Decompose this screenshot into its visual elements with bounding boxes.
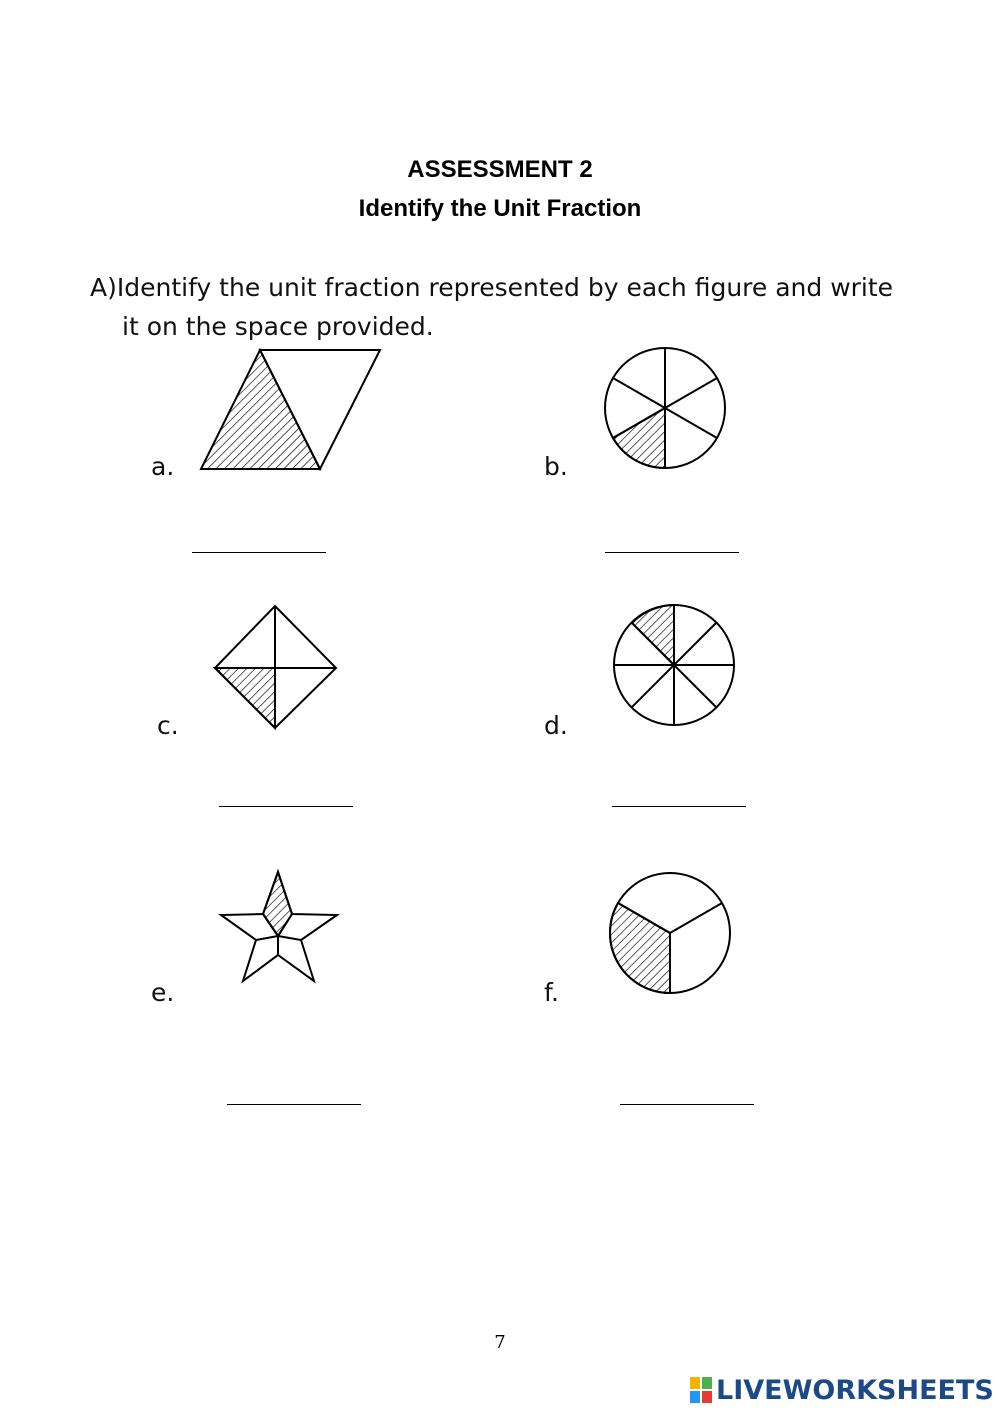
item-b-label: b. [544, 452, 568, 481]
item-e-label: e. [151, 978, 175, 1007]
circle-eighths-icon [609, 600, 739, 730]
item-a-label: a. [151, 452, 175, 481]
item-e-answer-blank[interactable] [227, 1104, 361, 1105]
item-c-label: c. [157, 711, 179, 740]
instructions [90, 268, 950, 346]
circle-sixths-icon [600, 343, 730, 473]
item-c-answer-blank[interactable] [219, 806, 353, 807]
star-fifths-icon [215, 866, 345, 986]
item-d-answer-blank[interactable] [612, 806, 746, 807]
assessment-title: ASSESSMENT 2 [407, 156, 593, 183]
parallelogram-halves-icon [195, 345, 385, 475]
instructions-line-2: it on the space provided. [122, 312, 434, 341]
assessment-subtitle: Identify the Unit Fraction [358, 195, 642, 222]
page-number: 7 [494, 1332, 506, 1353]
liveworksheets-icon [690, 1377, 712, 1403]
instructions-line-1: A)Identify the unit fraction represented by each figure and write [90, 273, 894, 302]
circle-thirds-icon [603, 866, 738, 1001]
brand-name: LIVEWORKSHEETS [716, 1374, 994, 1406]
diamond-quarters-icon [210, 603, 340, 733]
item-f-answer-blank[interactable] [620, 1104, 754, 1105]
item-d-label: d. [544, 711, 568, 740]
item-b-answer-blank[interactable] [605, 552, 739, 553]
item-f-label: f. [544, 978, 559, 1007]
item-a-answer-blank[interactable] [192, 552, 326, 553]
liveworksheets-logo[interactable] [690, 1373, 994, 1407]
